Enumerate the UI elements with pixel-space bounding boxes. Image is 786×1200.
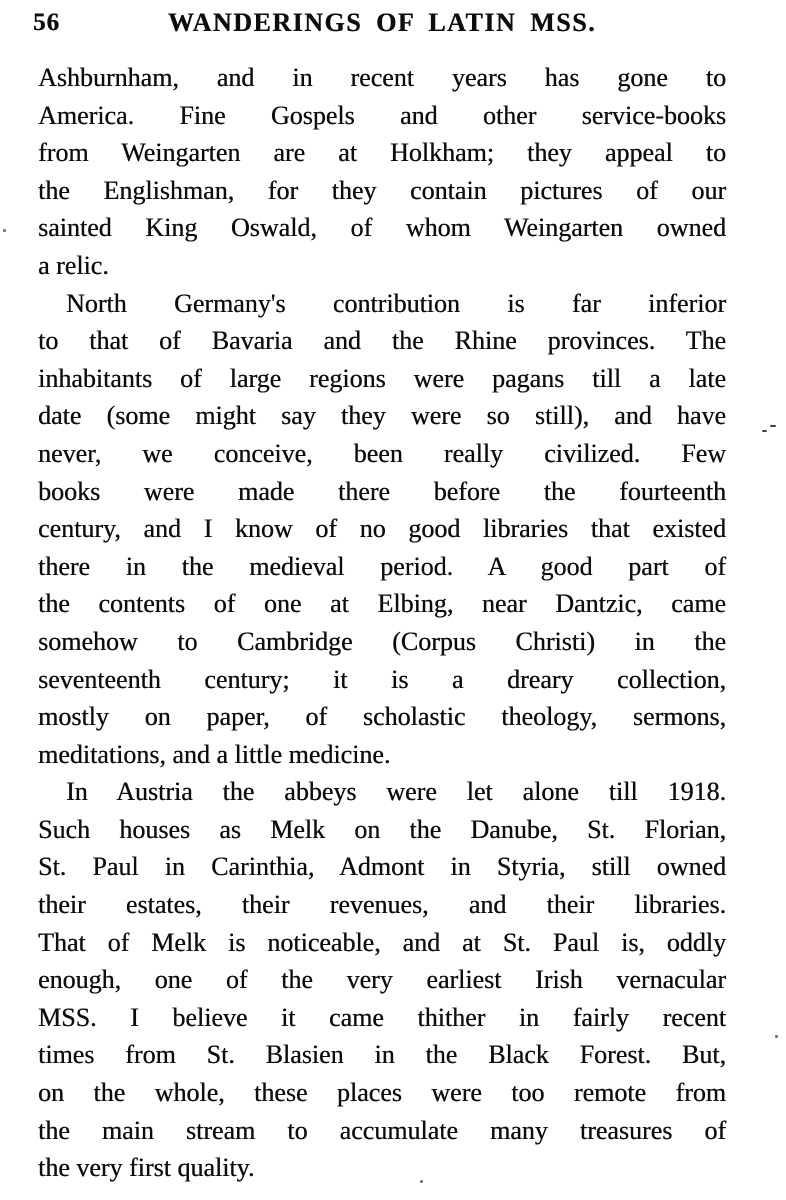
text-line: there in the medieval period. A good part of: [38, 551, 726, 581]
text-line: to that of Bavaria and the Rhine provinces. The: [38, 326, 726, 356]
text-line: enough, one of the very earliest Irish vernacular: [38, 965, 726, 995]
scan-speck: [420, 1180, 423, 1183]
scan-speck: [762, 430, 767, 432]
text-line: the very first quality.: [38, 1153, 255, 1183]
text-line: North Germany's contribution is far inferior: [66, 288, 726, 318]
page-title: WANDERINGS OF LATIN MSS.: [167, 8, 597, 37]
text-line: sainted King Oswald, of whom Weingarten owned: [38, 213, 726, 243]
text-line: date (some might say they were so still), and have: [38, 401, 726, 431]
scan-speck: [770, 425, 776, 427]
text-line: century, and I know of no good libraries that existed: [38, 514, 726, 544]
text-line: That of Melk is noticeable, and at St. Paul is, oddly: [38, 927, 726, 957]
text-line: from Weingarten are at Holkham; they appeal to: [38, 138, 726, 168]
text-line: Such houses as Melk on the Danube, St. Florian,: [38, 814, 726, 844]
text-line: never, we conceive, been really civilized. Few: [38, 438, 726, 468]
text-line: a relic.: [38, 250, 109, 280]
text-line: the contents of one at Elbing, near Dantzic, came: [38, 589, 726, 619]
text-line: somehow to Cambridge (Corpus Christi) in the: [38, 626, 726, 656]
text-line: mostly on paper, of scholastic theology, sermons,: [38, 702, 726, 732]
text-line: Ashburnham, and in recent years has gone to: [38, 63, 726, 92]
page-header: [33, 8, 726, 38]
text-line: America. Fine Gospels and other service-books: [38, 100, 726, 130]
text-line: books were made there before the fourteenth: [38, 476, 726, 506]
text-line: the Englishman, for they contain pictures of our: [38, 175, 726, 205]
text-line: their estates, their revenues, and their libraries.: [38, 890, 726, 920]
text-line: In Austria the abbeys were let alone till 1918.: [66, 777, 726, 807]
text-line: St. Paul in Carinthia, Admont in Styria, still owned: [38, 852, 726, 882]
text-line: times from St. Blasien in the Black Forest. But,: [38, 1040, 726, 1070]
text-line: inhabitants of large regions were pagans till a late: [38, 363, 726, 393]
page-body: [38, 59, 726, 1187]
text-line: MSS. I believe it came thither in fairly recent: [38, 1002, 726, 1032]
text-line: the main stream to accumulate many treasures of: [38, 1115, 726, 1145]
scan-speck: [3, 229, 6, 232]
page-number: 56: [33, 9, 60, 36]
text-line: on the whole, these places were too remote from: [38, 1078, 726, 1108]
scan-speck: [775, 1035, 778, 1038]
text-line: seventeenth century; it is a dreary collection,: [38, 664, 726, 694]
text-line: meditations, and a little medicine.: [38, 739, 391, 769]
